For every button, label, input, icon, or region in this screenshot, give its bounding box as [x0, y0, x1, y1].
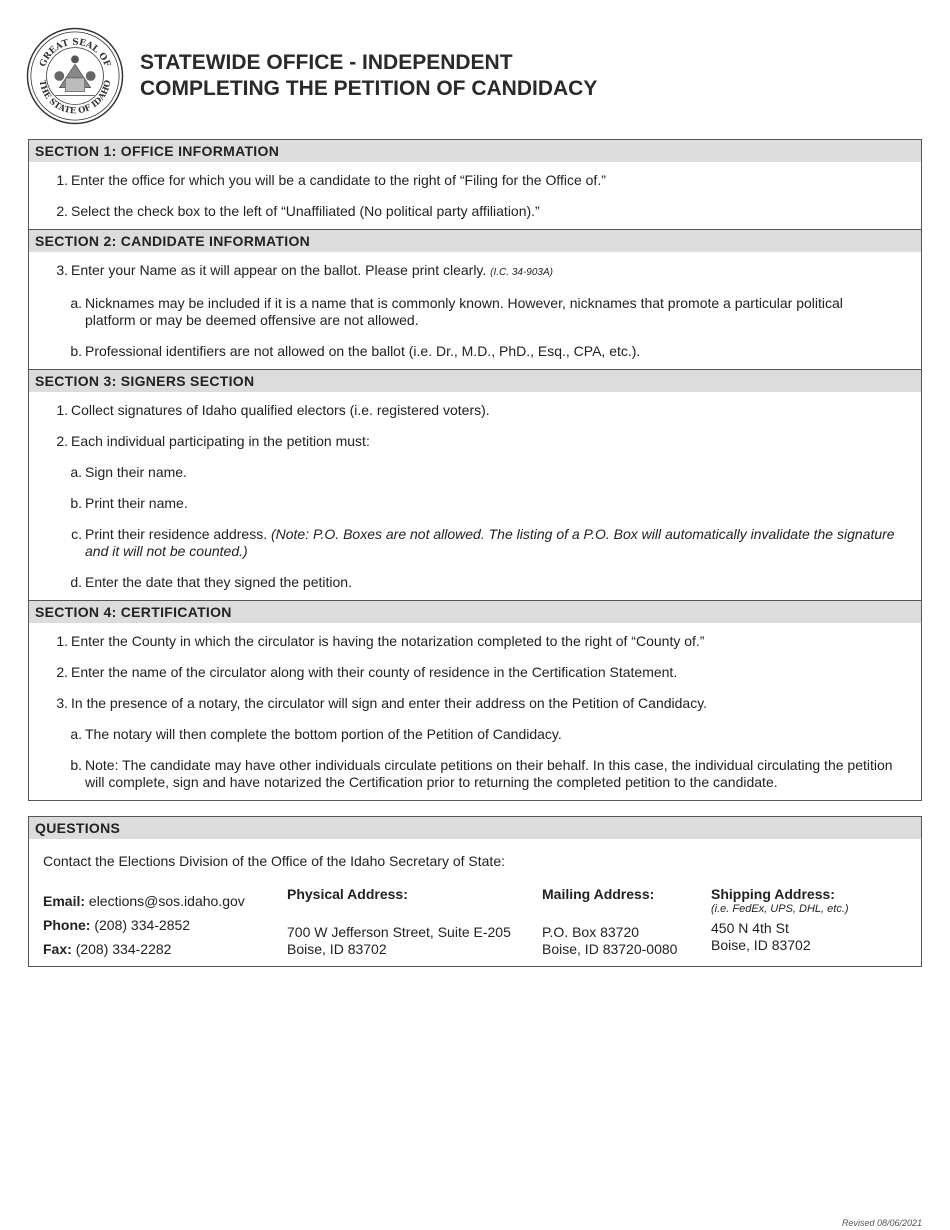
list-item [29, 633, 921, 650]
item-text: Sign their name. [85, 464, 187, 480]
questions-intro: Contact the Elections Division of the Office of the Idaho Secretary of State: [43, 853, 505, 869]
phone-label: Phone: [43, 917, 91, 933]
idaho-state-seal [26, 27, 124, 125]
phone-value: (208) 334-2852 [94, 917, 191, 933]
item-text: The notary will then complete the bottom portion of the Petition of Candidacy. [85, 726, 562, 742]
item-letter: a. [70, 295, 82, 311]
item-letter: b. [70, 757, 82, 773]
title-line-1: STATEWIDE OFFICE - INDEPENDENT [140, 51, 513, 74]
physical-address-line-2: Boise, ID 83702 [287, 941, 387, 957]
physical-address-label: Physical Address: [287, 886, 408, 902]
mailing-address-line-1: P.O. Box 83720 [542, 924, 640, 940]
item-number: 1. [56, 633, 68, 649]
item-number: 1. [56, 402, 68, 418]
item-number: 2. [56, 664, 68, 680]
list-item [29, 695, 921, 712]
physical-address-line-1: 700 W Jefferson Street, Suite E-205 [287, 924, 511, 940]
list-item [29, 574, 921, 591]
item-text: Enter the name of the circulator along with their county of residence in the Certification Statement. [71, 664, 678, 680]
list-item [29, 172, 921, 189]
shipping-address-line-1: 450 N 4th St [711, 920, 789, 936]
item-text: Select the check box to the left of “Unaffiliated (No political party affiliation).” [71, 203, 540, 219]
list-item [29, 203, 921, 220]
mailing-address-label: Mailing Address: [542, 886, 655, 902]
mailing-address-line-2: Boise, ID 83720-0080 [542, 941, 678, 957]
section-4-heading: SECTION 4: CERTIFICATION [29, 600, 921, 623]
item-text: Each individual participating in the petition must: [71, 433, 370, 449]
item-text: Collect signatures of Idaho qualified electors (i.e. registered voters). [71, 402, 490, 418]
shipping-carriers-note: (i.e. FedEx, UPS, DHL, etc.) [711, 903, 849, 915]
physical-address [287, 886, 511, 958]
statute-citation: (I.C. 34-903A) [490, 267, 553, 278]
item-number: 3. [56, 262, 68, 278]
item-letter: b. [70, 343, 82, 359]
item-text: In the presence of a notary, the circulator will sign and enter their address on the Petition of Candidacy. [71, 695, 708, 711]
item-text: Enter the office for which you will be a candidate to the right of “Filing for the Office of.” [71, 172, 606, 188]
item-text: Enter the County in which the circulator is having the notarization completed to the right of “County of.” [71, 633, 705, 649]
list-item [29, 757, 921, 791]
item-letter: a. [70, 464, 82, 480]
fax-value: (208) 334-2282 [75, 941, 172, 957]
list-item [29, 526, 921, 560]
item-letter: a. [70, 726, 82, 742]
item-number: 2. [56, 203, 68, 219]
item-text: Professional identifiers are not allowed on the ballot (i.e. Dr., M.D., PhD., Esq., CPA, etc.). [85, 343, 641, 359]
item-letter: b. [70, 495, 82, 511]
revision-date: Revised 08/06/2021 [841, 1218, 922, 1228]
shipping-address-label: Shipping Address: [711, 886, 835, 902]
item-text: Enter your Name as it will appear on the ballot. Please print clearly. [71, 262, 487, 278]
list-item [29, 343, 921, 360]
list-item [29, 464, 921, 481]
email-label: Email: [43, 893, 86, 909]
item-text: Enter the date that they signed the petition. [85, 574, 352, 590]
seal-text-bottom: THE STATE OF IDAHO [37, 79, 113, 116]
item-text: Nicknames may be included if it is a name that is commonly known. However, nicknames that promote a particular political platform or may be deemed offensive are not allowed. [85, 295, 843, 328]
item-text: Print their name. [85, 495, 188, 511]
list-item [29, 495, 921, 512]
email-value[interactable]: elections@sos.idaho.gov [88, 893, 245, 909]
item-number: 2. [56, 433, 68, 449]
section-3-heading: SECTION 3: SIGNERS SECTION [29, 369, 921, 392]
po-box-note: (Note: P.O. Boxes are not allowed. The listing of a P.O. Box will automatically invalidate the signature and it will not be counted.) [85, 526, 895, 559]
page-title [140, 50, 597, 102]
instructions-box [28, 139, 922, 801]
item-letter: d. [70, 574, 82, 590]
list-item [29, 402, 921, 419]
list-item [29, 295, 921, 329]
fax-label: Fax: [43, 941, 72, 957]
shipping-address-line-2: Boise, ID 83702 [711, 937, 811, 953]
item-text: Note: The candidate may have other individuals circulate petitions on their behalf. In this case, the individual circulating the petition will complete, sign and have notarized the Certification prior to returning the completed petition to the candidate. [85, 757, 893, 790]
shipping-address [711, 886, 849, 954]
questions-box [28, 816, 922, 967]
seal-text-top: GREAT SEAL OF [38, 37, 112, 69]
contact-column [43, 889, 245, 961]
item-number: 1. [56, 172, 68, 188]
mailing-address [542, 886, 677, 958]
list-item [29, 433, 921, 450]
section-2-heading: SECTION 2: CANDIDATE INFORMATION [29, 229, 921, 252]
list-item [29, 726, 921, 743]
item-letter: c. [71, 526, 82, 542]
item-text: Print their residence address. [85, 526, 268, 542]
section-1-heading: SECTION 1: OFFICE INFORMATION [29, 140, 921, 162]
questions-heading: QUESTIONS [29, 817, 921, 839]
item-number: 3. [56, 695, 68, 711]
title-line-2: COMPLETING THE PETITION OF CANDIDACY [140, 77, 598, 100]
list-item [29, 262, 921, 281]
list-item [29, 664, 921, 681]
